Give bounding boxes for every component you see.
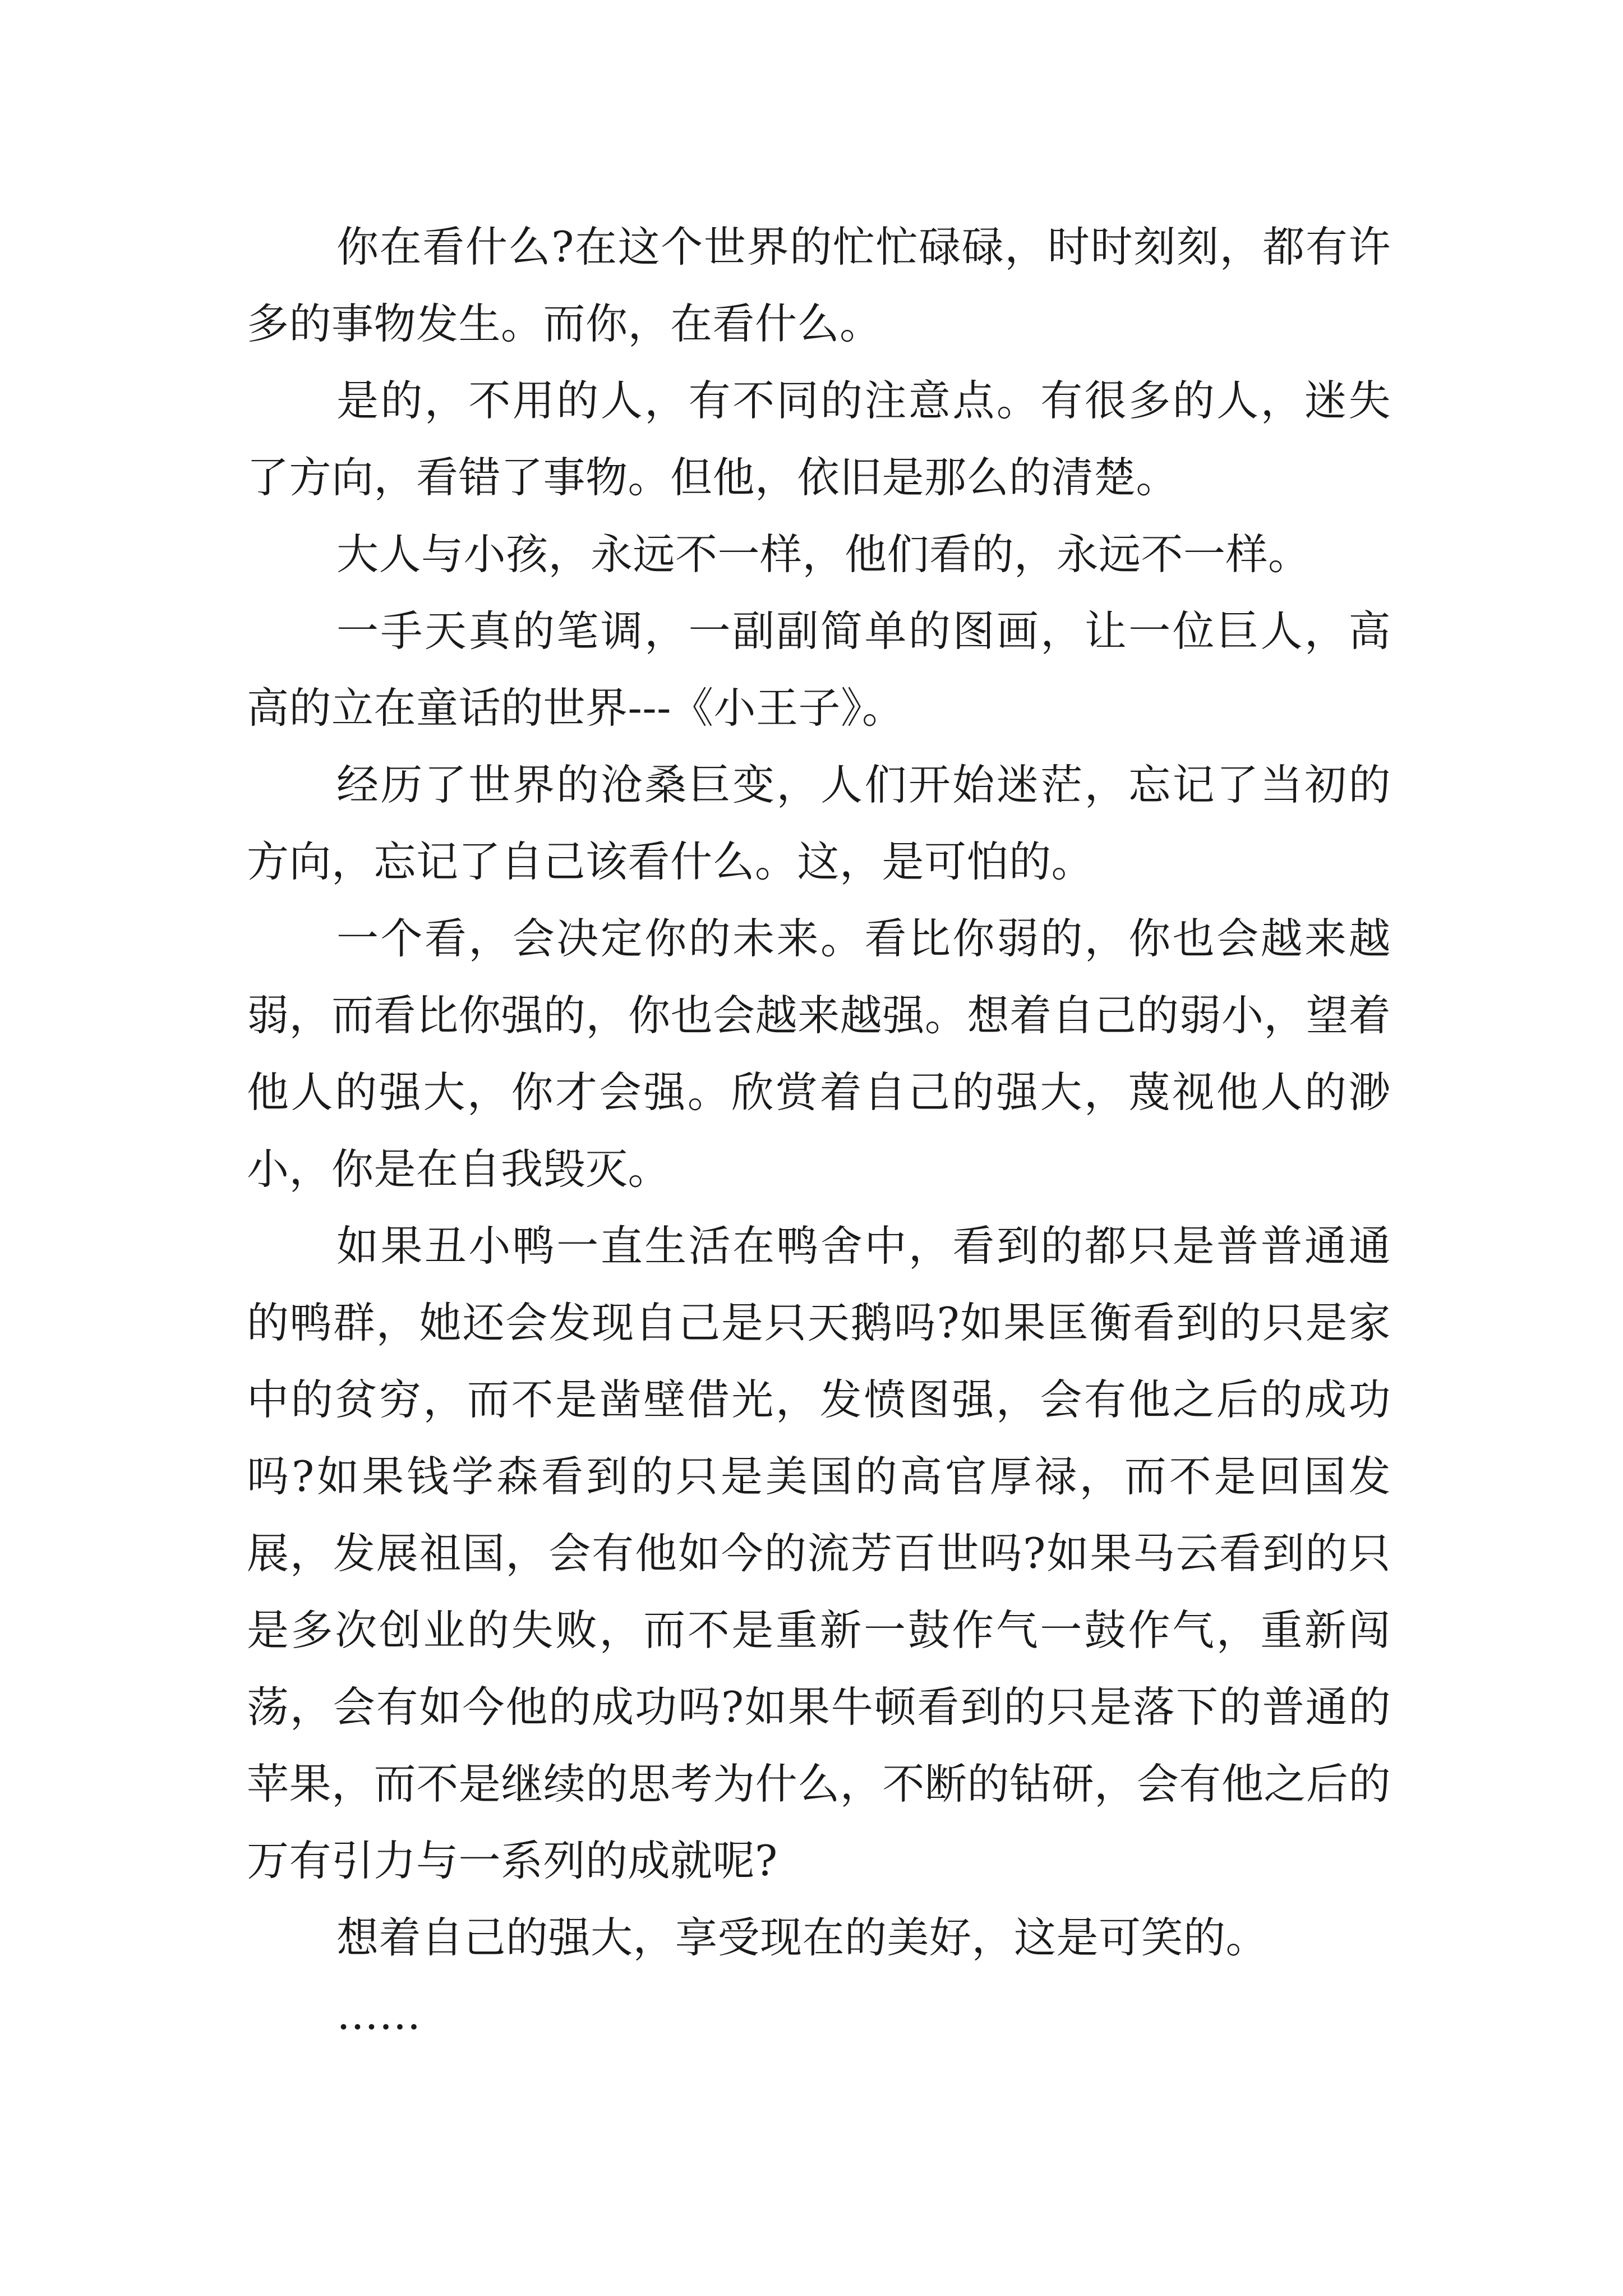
paragraph-8: 想着自己的强大，享受现在的美好，这是可笑的。 (336, 1913, 1269, 1962)
paragraph-2: 是的，不用的人，有不同的注意点。有很多的人，迷失了方向，看错了事物。但他，依旧是那么的清楚。 (247, 376, 1391, 502)
paragraph-3: 大人与小孩，永远不一样，他们看的，永远不一样。 (336, 530, 1311, 579)
document-body (247, 209, 1391, 2053)
paragraph-4: 一手天真的笔调，一副副简单的图画，让一位巨人，高高的立在童话的世界---《小王子》。 (247, 606, 1391, 733)
paragraph-6: 一个看，会决定你的未来。看比你弱的，你也会越来越弱，而看比你强的，你也会越来越强。想着自己的弱小，望着他人的强大，你才会强。欣赏着自己的强大，蔑视他人的渺小，你是在自我毁灭。 (247, 914, 1391, 1194)
paragraph-5: 经历了世界的沧桑巨变，人们开始迷茫，忘记了当初的方向，忘记了自己该看什么。这，是可怕的。 (247, 760, 1391, 886)
paragraph-1: 你在看什么?在这个世界的忙忙碌碌，时时刻刻，都有许多的事物发生。而你，在看什么。 (247, 222, 1391, 348)
paragraph-7: 如果丑小鸭一直生活在鸭舍中，看到的都只是普普通通的鸭群，她还会发现自己是只天鹅吗?如果匡衡看到的只是家中的贫穷，而不是凿壁借光，发愤图强，会有他之后的成功吗?如果钱学森看到的只是美国的高官厚禄，而不是回国发展，发展祖国，会有他如今的流芳百世吗?如果马云看到的只是多次创业的失败，而不是重新一鼓作气一鼓作气，重新闯荡，会有如今他的成功吗?如果牛顿看到的只是落下的普通的苹果，而不是继续的思考为什么，不断的钻研，会有他之后的万有引力与一系列的成就呢? (247, 1221, 1391, 1885)
paragraph-ellipsis: …… (336, 1990, 421, 2039)
